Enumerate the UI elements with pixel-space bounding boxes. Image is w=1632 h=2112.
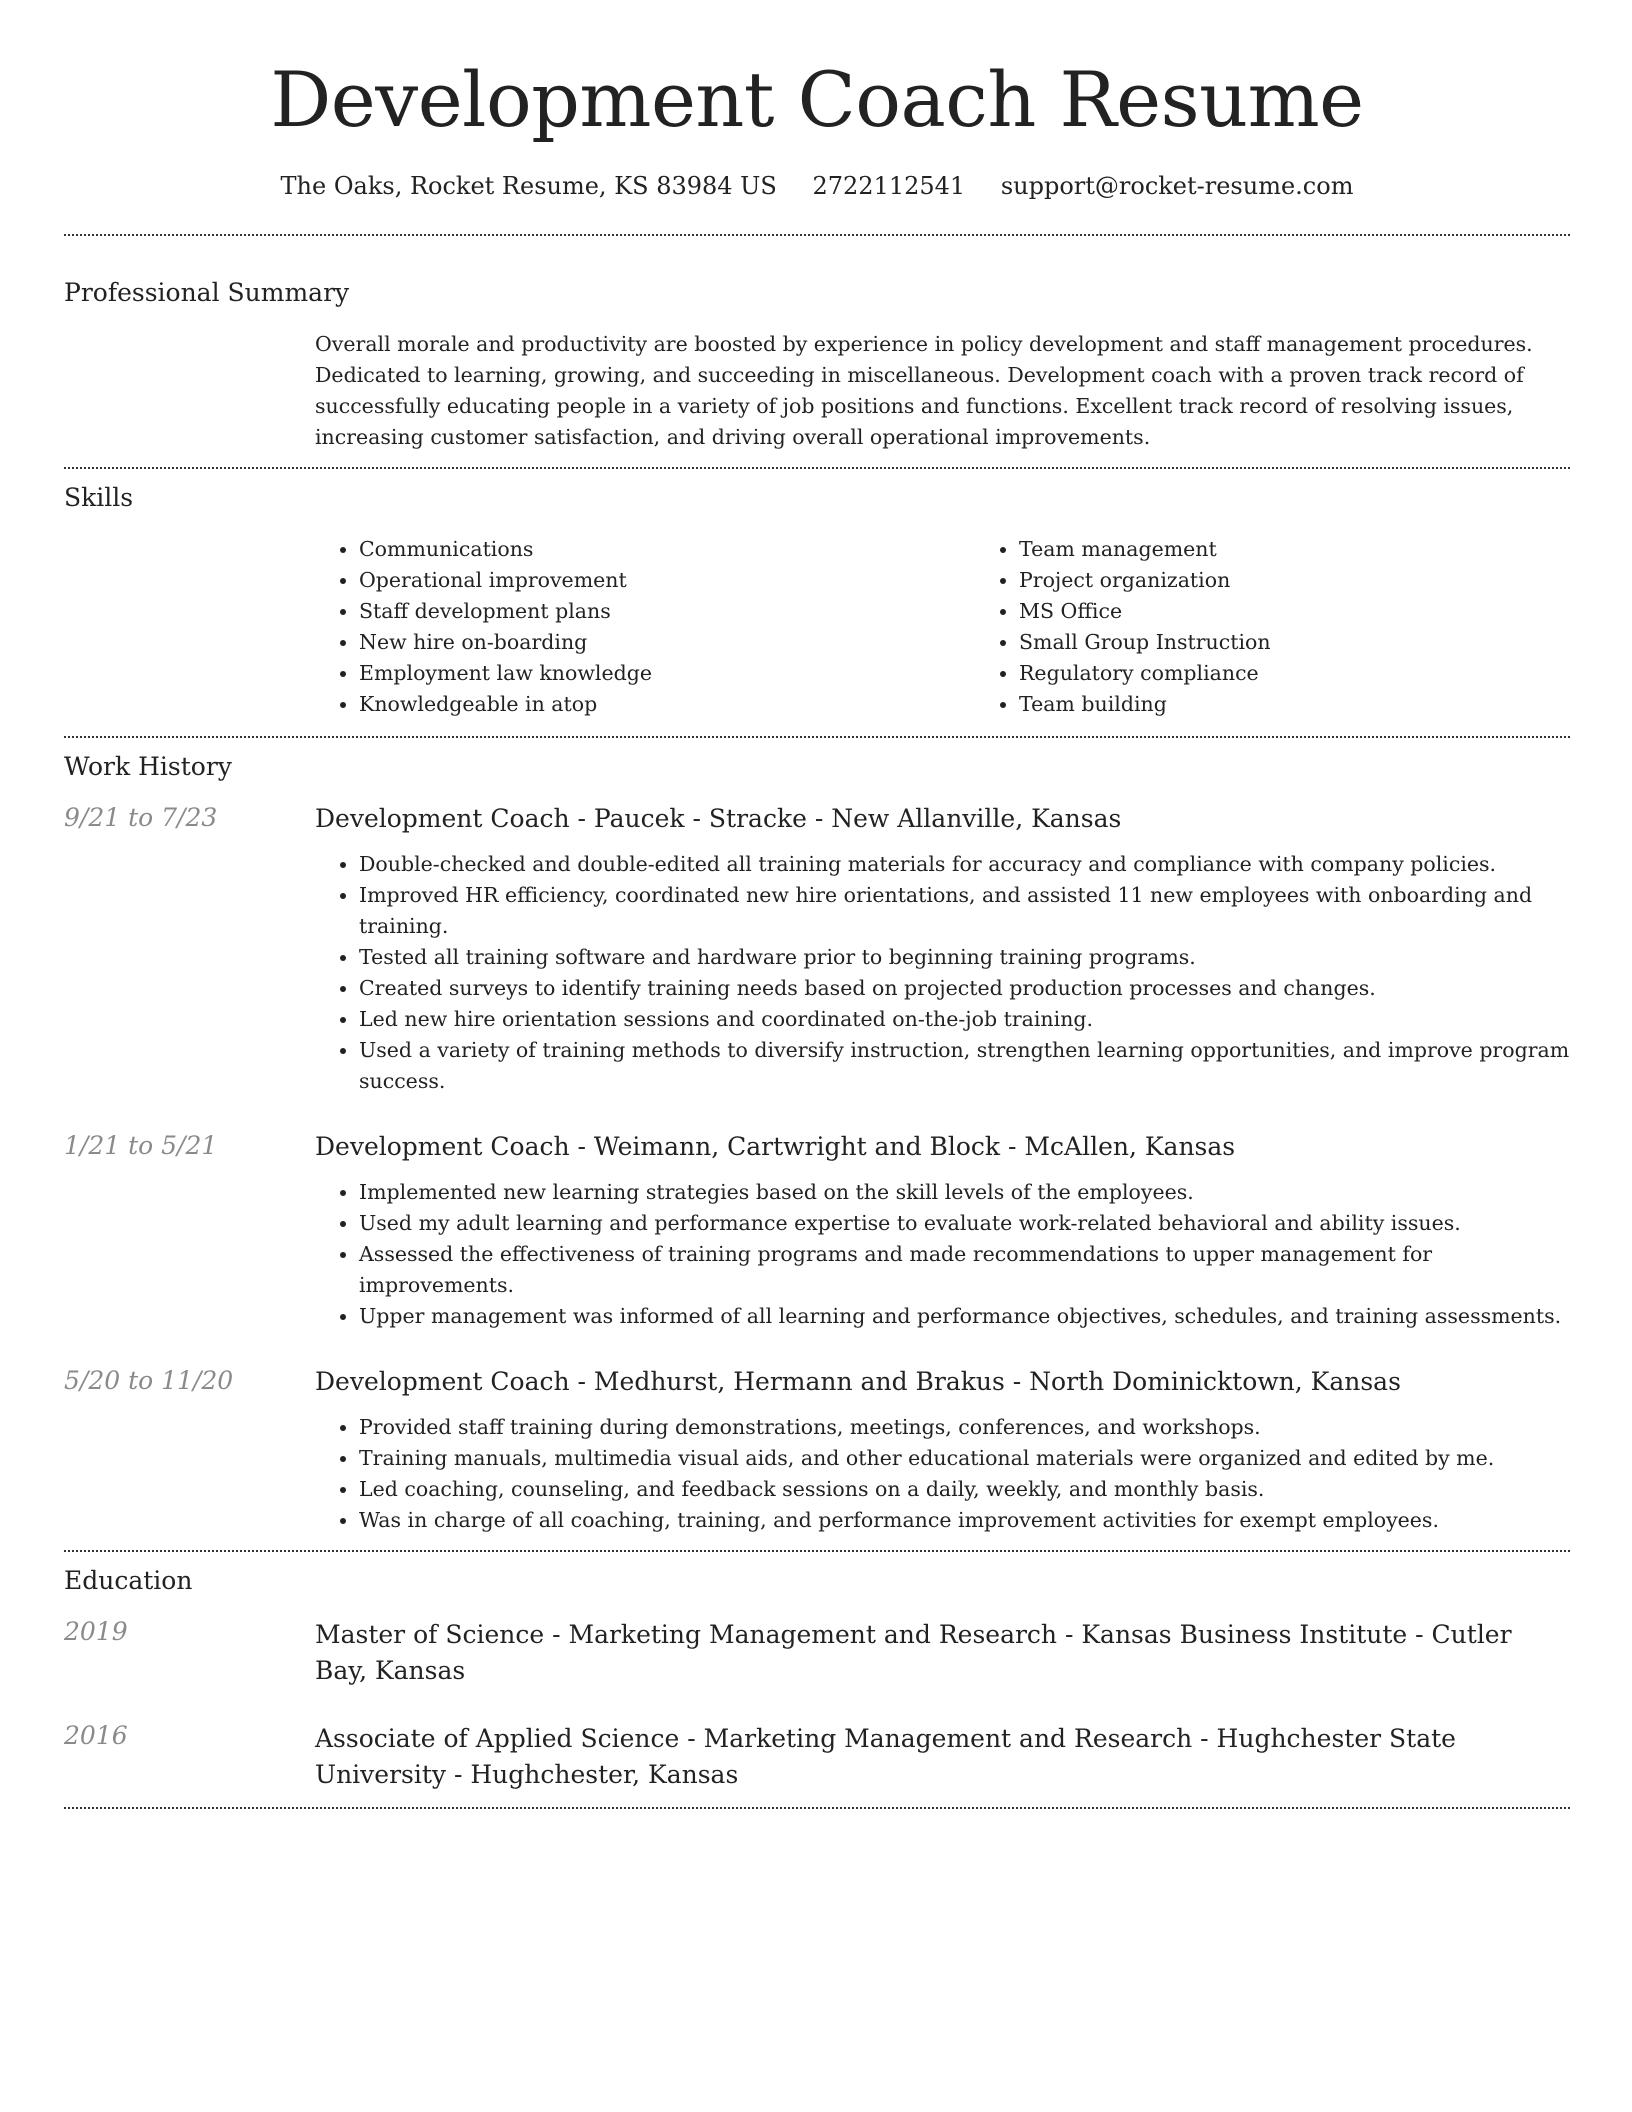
job-dates: 1/21 to 5/21 [64,1131,218,1160]
job-dates: 5/20 to 11/20 [64,1366,234,1395]
job-bullet: • Upper management was informed of all learning and performance objectives, schedules, and training assessments. [359,1301,1570,1332]
section-heading-work: Work History [64,752,232,781]
job-bullet: • Assessed the effectiveness of training programs and made recommendations to upper management for improvements. [359,1239,1570,1301]
job-entry [64,803,1570,1097]
education-entry [64,1617,1570,1689]
job-dates: 9/21 to 7/23 [64,803,218,832]
divider [64,467,1570,469]
skills-list-left [315,534,975,720]
divider [64,736,1570,738]
job-bullets [315,849,1570,1097]
education-text: Master of Science - Marketing Management and Research - Kansas Business Institute - Cutler Bay, Kansas [315,1620,1512,1685]
job-bullet: • Provided staff training during demonstrations, meetings, conferences, and workshops. [359,1412,1570,1443]
contact-line [64,172,1570,200]
divider [64,1807,1570,1809]
contact-email: support@rocket-resume.com [1000,172,1354,200]
skills-list-right [975,534,1632,720]
job-bullet: • Tested all training software and hardware prior to beginning training programs. [359,942,1570,973]
job-entry [64,1366,1570,1536]
education-text: Associate of Applied Science - Marketing Management and Research - Hughchester State University - Hughchester, Kansas [315,1724,1456,1789]
job-bullets [315,1412,1570,1536]
skill-item: • Operational improvement [359,565,975,596]
skill-item: • MS Office [1019,596,1632,627]
contact-address: The Oaks, Rocket Resume, KS 83984 US [280,172,777,200]
education-year: 2019 [64,1617,128,1646]
job-entry [64,1131,1570,1332]
job-bullet: • Led new hire orientation sessions and coordinated on-the-job training. [359,1004,1570,1035]
job-bullet: • Led coaching, counseling, and feedback sessions on a daily, weekly, and monthly basis. [359,1474,1570,1505]
skill-item: • Team management [1019,534,1632,565]
section-heading-education: Education [64,1566,193,1595]
summary-text: Overall morale and productivity are boosted by experience in policy development and staff management procedures. Dedicated to learning, growing, and succeeding in miscellaneous. Development coach with a proven track record of successfully educating people in a variety of job positions and functions. Excellent track record of resolving issues, increasing customer satisfaction, and driving overall operational improvements. [315,332,1533,449]
skills-columns [315,534,1632,720]
job-bullets [315,1177,1570,1332]
skill-item: • New hire on-boarding [359,627,975,658]
job-title: Development Coach - Paucek - Stracke - New Allanville, Kansas [315,804,1122,833]
skill-item: • Small Group Instruction [1019,627,1632,658]
job-bullet: • Improved HR efficiency, coordinated new hire orientations, and assisted 11 new employees with onboarding and training. [359,880,1570,942]
skill-item: • Employment law knowledge [359,658,975,689]
divider [64,234,1570,236]
job-bullet: • Double-checked and double-edited all training materials for accuracy and compliance with company policies. [359,849,1570,880]
divider [64,1550,1570,1552]
resume-title: Development Coach Resume [270,55,1364,144]
education-year: 2016 [64,1721,128,1750]
job-title: Development Coach - Weimann, Cartwright and Block - McAllen, Kansas [315,1132,1236,1161]
section-heading-skills: Skills [64,483,134,512]
job-bullet: • Was in charge of all coaching, training, and performance improvement activities for exempt employees. [359,1505,1570,1536]
section-heading-summary: Professional Summary [64,278,350,307]
skill-item: • Communications [359,534,975,565]
job-bullet: • Implemented new learning strategies based on the skill levels of the employees. [359,1177,1570,1208]
skill-item: • Staff development plans [359,596,975,627]
job-bullet: • Used my adult learning and performance expertise to evaluate work-related behavioral and ability issues. [359,1208,1570,1239]
job-bullet: • Created surveys to identify training needs based on projected production processes and changes. [359,973,1570,1004]
skills-row [64,512,1570,736]
skill-item: • Project organization [1019,565,1632,596]
skill-item: • Regulatory compliance [1019,658,1632,689]
skill-item: • Team building [1019,689,1632,720]
skill-item: • Knowledgeable in atop [359,689,975,720]
contact-phone: 2722112541 [812,172,966,200]
summary-row [64,307,1570,467]
resume-page [64,0,1570,1809]
job-title: Development Coach - Medhurst, Hermann and Brakus - North Dominicktown, Kansas [315,1367,1401,1396]
job-bullet: • Training manuals, multimedia visual aids, and other educational materials were organized and edited by me. [359,1443,1570,1474]
job-bullet: • Used a variety of training methods to diversify instruction, strengthen learning opportunities, and improve program success. [359,1035,1570,1097]
education-entry [64,1721,1570,1793]
